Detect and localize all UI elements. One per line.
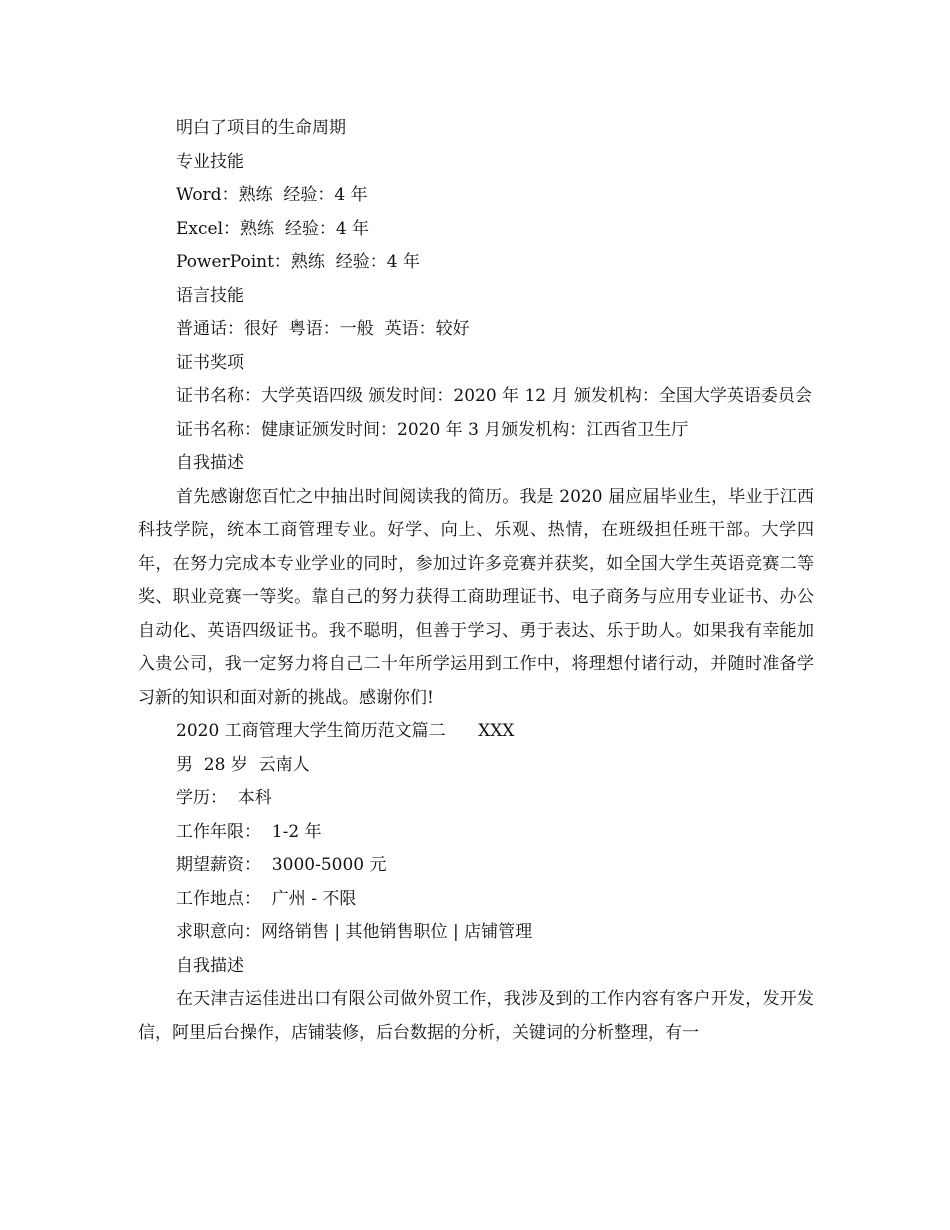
skill-excel: Excel：熟练 经验：4 年 bbox=[176, 218, 370, 239]
work-years: 工作年限： 1-2 年 bbox=[176, 821, 322, 842]
certificate-health: 证书名称：健康证颁发时间：2020 年 3 月颁发机构：江西省卫生厅 bbox=[176, 419, 689, 440]
work-location: 工作地点： 广州 - 不限 bbox=[176, 888, 357, 909]
resume-title: 2020 工商管理大学生简历范文篇二 XXX bbox=[176, 721, 515, 741]
self-description-paragraph: 首先感谢您百忙之中抽出时间阅读我的简历。我是 2020 届应届毕业生，毕业于江西科技学院，统本工商管理专业。好学、向上、乐观、热情，在班级担任班干部。大学四年，在努力完成本专业学业的同时，参加过许多竞赛并获奖，如全国大学生英语竞赛二等奖、职业竞赛一等奖。靠自己的努力获得工商助理证书、电子商务与应用专业证书、办公自动化、英语四级证书。我不聪明，但善于学习、勇于表达、乐于助人。如果我有幸能加入贵公司，我一定努力将自己二十年所学运用到工作中，将理想付诸行动，并随时准备学习新的知识和面对新的挑战。感谢你们! bbox=[138, 486, 814, 708]
skill-word: Word：熟练 经验：4 年 bbox=[176, 185, 368, 205]
expected-salary: 期望薪资： 3000-5000 元 bbox=[176, 855, 387, 875]
experience-paragraph: 在天津吉运佳进出口有限公司做外贸工作，我涉及到的工作内容有客户开发，发开发信，阿里后台操作，店铺装修，后台数据的分析，关键词的分析整理，有一 bbox=[138, 989, 814, 1043]
section-heading-languages: 语言技能 bbox=[176, 285, 244, 306]
language-skills: 普通话：很好 粤语：一般 英语：较好 bbox=[176, 319, 470, 339]
resume-page bbox=[138, 112, 814, 1050]
section-heading-certificates: 证书奖项 bbox=[176, 352, 244, 373]
personal-info: 男 28 岁 云南人 bbox=[176, 754, 310, 775]
education: 学历： 本科 bbox=[176, 788, 272, 808]
section-heading-self-description: 自我描述 bbox=[176, 453, 244, 473]
certificate-cet4: 证书名称：大学英语四级 颁发时间：2020 年 12 月 颁发机构：全国大学英语委员会 bbox=[176, 386, 812, 406]
section-heading-skills: 专业技能 bbox=[176, 151, 244, 172]
skill-powerpoint: PowerPoint：熟练 经验：4 年 bbox=[176, 252, 420, 272]
section-heading-self-description-2: 自我描述 bbox=[176, 955, 244, 976]
job-intention: 求职意向：网络销售 | 其他销售职位 | 店铺管理 bbox=[176, 922, 533, 942]
text-line: 明白了项目的生命周期 bbox=[176, 118, 346, 138]
